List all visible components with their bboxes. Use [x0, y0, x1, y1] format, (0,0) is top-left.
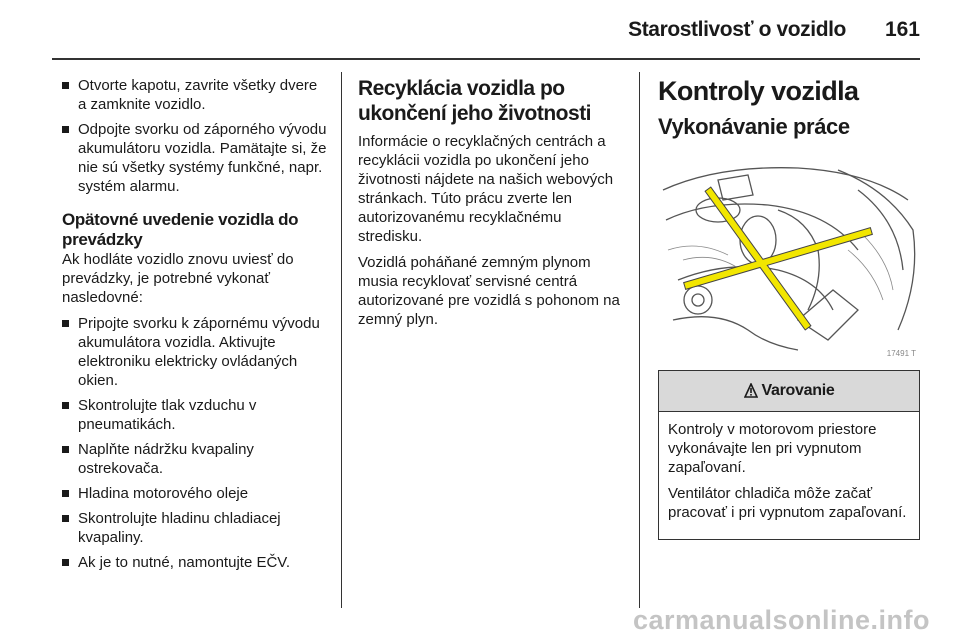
list-item: Otvorte kapotu, zavrite všetky dvere a zamknite vozidlo.: [62, 76, 327, 114]
warning-body: [659, 412, 919, 522]
engine-bay-illustration: [658, 160, 920, 360]
warning-box: [658, 370, 920, 540]
warning-paragraph-2: Ventilátor chladiča môže začať pracovať i pri vypnutom zapaľovaní.: [668, 485, 907, 521]
warning-triangle-icon: [744, 383, 758, 399]
recycling-paragraph-1: Informácie o recyklačných centrách a recyklácii vozidla po ukončení jeho životnosti nájdete na našich webových stránkach. Túto prácu zverte len autorizovanému recyklačnému stredisku.: [358, 133, 614, 245]
watermark: carmanualsonline.info: [632, 605, 930, 635]
list-item: Naplňte nádržku kvapaliny ostrekovača.: [62, 440, 327, 478]
warning-title: Varovanie: [761, 382, 835, 399]
column-3: [658, 76, 920, 140]
subheading-performing-work: Vykonávanie práce: [658, 114, 850, 139]
section-heading-vehicle-checks: Kontroly vozidla: [658, 76, 859, 106]
list-item: Skontrolujte tlak vzduchu v pneumatikách.: [62, 396, 327, 434]
list-item: Odpojte svorku od záporného vývodu akumulátoru vozidla. Pamätajte si, že nie sú všetky systémy funkčné, napr. systém alarmu.: [62, 120, 327, 196]
column-divider-left: [341, 72, 342, 608]
recycling-paragraph-2: Vozidlá poháňané zemným plynom musia recyklovať servisné centrá autorizované pre vozidlá s pohonom na zemný plyn.: [358, 254, 620, 328]
section-heading-recommissioning: Opätovné uvedenie vozidla do prevádzky: [62, 210, 299, 249]
recommissioning-steps-list: [62, 314, 327, 572]
header-rule: [52, 58, 920, 60]
recommissioning-intro: Ak hodláte vozidlo znovu uviesť do prevádzky, je potrebné vykonať nasledovné:: [62, 251, 294, 306]
warning-paragraph-1: Kontroly v motorovom priestore vykonávajte len pri vypnutom zapaľovaní.: [668, 421, 877, 476]
figure-code: 17491 T: [886, 349, 916, 358]
list-item: Skontrolujte hladinu chladiacej kvapaliny.: [62, 509, 327, 547]
page-number: 161: [884, 18, 920, 41]
column-divider-right: [639, 72, 640, 608]
chapter-title: Starostlivosť o vozidlo: [628, 18, 846, 41]
list-item: Pripojte svorku k zápornému vývodu akumulátora vozidla. Aktivujte elektroniku elektricky ovládaných okien.: [62, 314, 327, 390]
column-2: [358, 76, 626, 336]
section-heading-recycling: Recyklácia vozidla po ukončení jeho životnosti: [358, 77, 592, 125]
storage-steps-list: [62, 76, 327, 196]
engine-bay-drawing: [658, 160, 920, 360]
list-item: Ak je to nutné, namontujte EČV.: [62, 553, 327, 572]
list-item: Hladina motorového oleje: [62, 484, 327, 503]
warning-header: [659, 371, 919, 412]
column-1: [62, 76, 327, 578]
